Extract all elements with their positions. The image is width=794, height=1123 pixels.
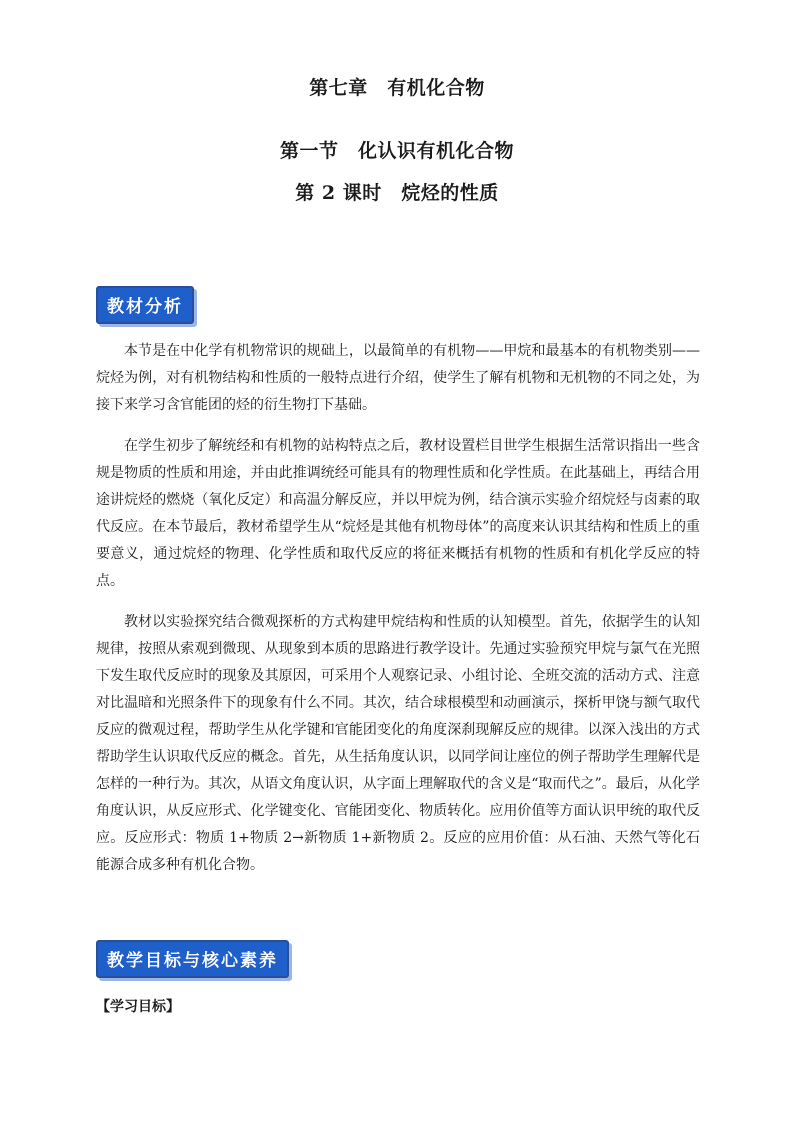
section-title: 第一节 化认识有机化合物 — [279, 140, 514, 162]
paragraph-3: 教材以实验探究结合微观探析的方式构建甲烷结构和性质的认知模型。首先，依据学生的认知规律，按照从索观到微现、从现象到本质的思路进行教学设计。先通过实验预究甲烷与氯气在光照下发生取代反应时的现象及其原因，可采用个人观察记录、小组讨论、全班交流的活动方式、注意对比温暗和光照条件下的现象有什么不同。其次，结合球根模型和动画演示，探析甲饶与额气取代反应的微观过程，帮助学生从化学键和官能团变化的角度深刹现解反应的规律。以深入浅出的方式帮助学生认识取代反应的概念。首先，从生括角度认识，以同学间让座位的例子帮助学生理解代是怎样的一种行为。其次，从语文角度认识，从字面上理解取代的含义是“取而代之”。最后，从化学角度认识，从反应形式、化学键变化、官能团变化、物质转化。应用价值等方面认识甲统的取代反应。反应形式：物质 1+物质 2→新物质 1+新物质 2。反应的应用价值：从石油、天然气等化石能源合成多种有机化合物。 — [96, 614, 700, 873]
analysis-body — [96, 338, 700, 893]
lesson-title: 第 2 课时 烷烃的性质 — [295, 182, 499, 204]
textbook-analysis-badge: 教材分析 — [96, 286, 194, 324]
chapter-title: 第七章 有机化合物 — [309, 77, 485, 99]
paragraph-2: 在学生初步了解统经和有机物的站构特点之后，教材设置栏目世学生根据生活常识指出一些含规是物质的性质和用途，并由此推调统经可能具有的物理性质和化学性质。在此基础上，再结合用途讲烷烃的燃烧（氧化反定）和高温分解反应，并以甲烷为例，结合演示实验介绍烷烃与卤素的取代反应。在本节最后，教材希望学生从“烷烃是其他有机物母体”的高度来认识其结构和性质上的重要意义，通过烷烃的物理、化学性质和取代反应的将征来概括有机物的性质和有机化学反应的特点。 — [96, 438, 700, 589]
learning-goals-heading: 【学习目标】 — [96, 999, 180, 1015]
goals-badge: 教学目标与核心素养 — [96, 940, 289, 978]
paragraph-1: 本节是在中化学有机物常识的规础上，以最简单的有机物——甲烷和最基本的有机物类别——烷烃为例，对有机物结构和性质的一般特点进行介绍，使学生了解有机物和无机物的不同之处，为接下来学习含官能团的烃的衍生物打下基础。 — [96, 343, 700, 413]
